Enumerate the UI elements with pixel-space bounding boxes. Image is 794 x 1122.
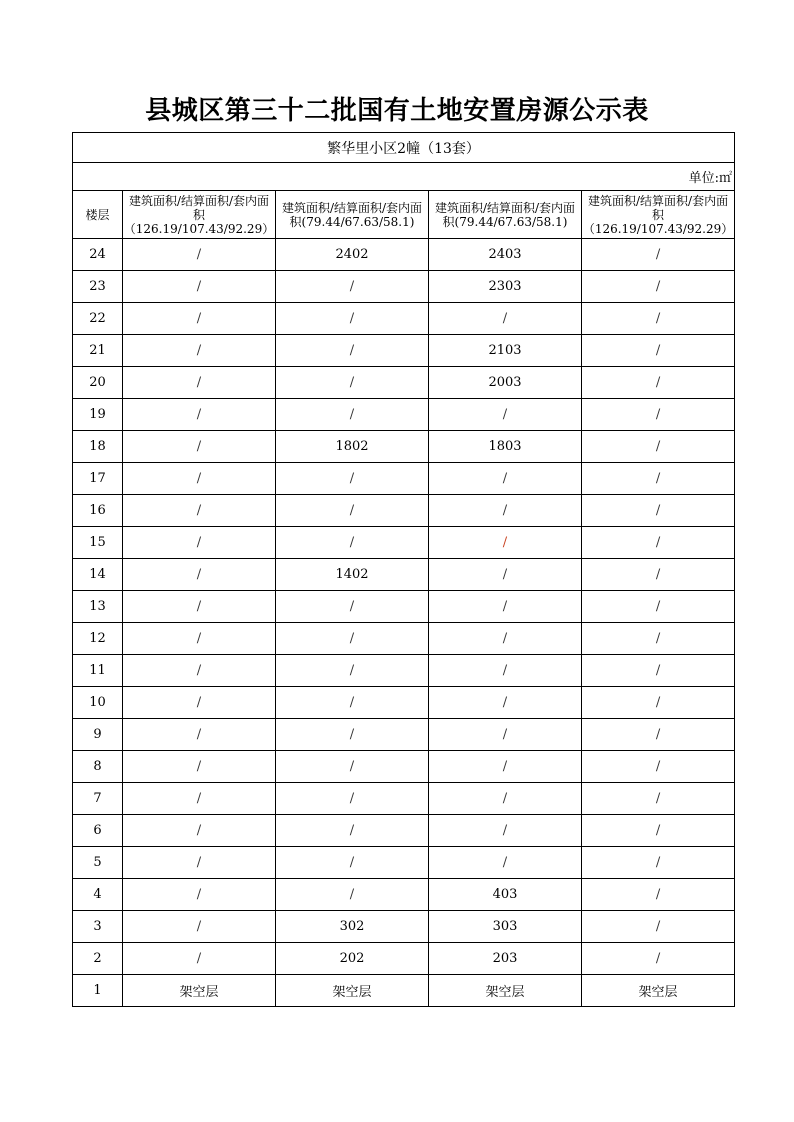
- unit-cell-col4: /: [582, 495, 735, 527]
- unit-cell-col2: 202: [276, 943, 429, 975]
- unit-cell-col2: /: [276, 495, 429, 527]
- unit-cell-col4: /: [582, 399, 735, 431]
- table-row: [73, 911, 735, 943]
- header-floor: 楼层: [73, 191, 123, 239]
- unit-cell-col2: /: [276, 367, 429, 399]
- table-row: [73, 335, 735, 367]
- table-row: [73, 591, 735, 623]
- header-col1: 建筑面积/结算面积/套内面积（126.19/107.43/92.29）: [123, 191, 276, 239]
- table-row: [73, 847, 735, 879]
- header-col3: 建筑面积/结算面积/套内面积(79.44/67.63/58.1): [429, 191, 582, 239]
- unit-cell-col4: /: [582, 847, 735, 879]
- unit-cell-col1: /: [123, 751, 276, 783]
- unit-label: 单位:㎡: [73, 163, 735, 191]
- unit-cell-col2: 2402: [276, 239, 429, 271]
- unit-cell-col4: /: [582, 239, 735, 271]
- unit-cell-col1: /: [123, 399, 276, 431]
- floor-cell: 15: [73, 527, 123, 559]
- unit-cell-col1: /: [123, 335, 276, 367]
- unit-cell-col3: /: [429, 303, 582, 335]
- unit-cell-col2: /: [276, 271, 429, 303]
- header-col2: 建筑面积/结算面积/套内面积(79.44/67.63/58.1): [276, 191, 429, 239]
- floor-cell: 7: [73, 783, 123, 815]
- floor-cell: 2: [73, 943, 123, 975]
- unit-cell-col3: /: [429, 847, 582, 879]
- table-row: [73, 975, 735, 1007]
- unit-cell-col1: /: [123, 623, 276, 655]
- table-row: [73, 495, 735, 527]
- table-row: [73, 271, 735, 303]
- unit-cell-col1: /: [123, 431, 276, 463]
- unit-cell-col1: 架空层: [123, 975, 276, 1007]
- unit-cell-col2: /: [276, 335, 429, 367]
- unit-cell-col1: /: [123, 495, 276, 527]
- floor-cell: 1: [73, 975, 123, 1007]
- unit-cell-col2: /: [276, 527, 429, 559]
- unit-cell-col1: /: [123, 463, 276, 495]
- unit-cell-col4: /: [582, 271, 735, 303]
- unit-cell-col3: 架空层: [429, 975, 582, 1007]
- floor-cell: 20: [73, 367, 123, 399]
- table-row: [73, 559, 735, 591]
- unit-cell-col2: /: [276, 591, 429, 623]
- floor-cell: 8: [73, 751, 123, 783]
- unit-cell-col4: /: [582, 879, 735, 911]
- unit-cell-col3: 2103: [429, 335, 582, 367]
- unit-cell-col1: /: [123, 239, 276, 271]
- unit-cell-col3: /: [429, 527, 582, 559]
- unit-cell-col1: /: [123, 559, 276, 591]
- floor-cell: 22: [73, 303, 123, 335]
- floor-cell: 17: [73, 463, 123, 495]
- floor-cell: 12: [73, 623, 123, 655]
- unit-cell-col3: /: [429, 719, 582, 751]
- unit-cell-col2: /: [276, 303, 429, 335]
- unit-cell-col3: 1803: [429, 431, 582, 463]
- unit-cell-col2: /: [276, 751, 429, 783]
- floor-cell: 5: [73, 847, 123, 879]
- housing-table: [72, 132, 735, 1007]
- page-title: 县城区第三十二批国有土地安置房源公示表: [145, 96, 649, 126]
- unit-cell-col4: /: [582, 719, 735, 751]
- unit-cell-col2: 302: [276, 911, 429, 943]
- floor-cell: 13: [73, 591, 123, 623]
- unit-cell-col3: 303: [429, 911, 582, 943]
- unit-cell-col4: /: [582, 367, 735, 399]
- floor-cell: 11: [73, 655, 123, 687]
- table-row: [73, 719, 735, 751]
- unit-cell-col2: /: [276, 463, 429, 495]
- floor-cell: 4: [73, 879, 123, 911]
- unit-cell-col2: /: [276, 399, 429, 431]
- floor-cell: 21: [73, 335, 123, 367]
- table-row: [73, 463, 735, 495]
- unit-cell-col2: /: [276, 815, 429, 847]
- unit-cell-col1: /: [123, 879, 276, 911]
- unit-cell-col3: 2003: [429, 367, 582, 399]
- floor-cell: 23: [73, 271, 123, 303]
- unit-cell-col4: /: [582, 623, 735, 655]
- unit-cell-col2: /: [276, 623, 429, 655]
- unit-cell-col4: /: [582, 943, 735, 975]
- unit-cell-col3: /: [429, 783, 582, 815]
- unit-cell-col3: 203: [429, 943, 582, 975]
- unit-cell-col3: /: [429, 399, 582, 431]
- unit-cell-col3: /: [429, 591, 582, 623]
- unit-cell-col4: /: [582, 655, 735, 687]
- unit-cell-col3: 2303: [429, 271, 582, 303]
- table-row: [73, 879, 735, 911]
- table-row: [73, 623, 735, 655]
- unit-cell-col1: /: [123, 943, 276, 975]
- unit-cell-col3: 2403: [429, 239, 582, 271]
- table-row: [73, 687, 735, 719]
- unit-cell-col4: /: [582, 815, 735, 847]
- unit-cell-col3: /: [429, 655, 582, 687]
- unit-cell-col4: /: [582, 559, 735, 591]
- floor-cell: 18: [73, 431, 123, 463]
- table-row: [73, 239, 735, 271]
- unit-cell-col3: /: [429, 495, 582, 527]
- unit-cell-col2: 架空层: [276, 975, 429, 1007]
- unit-cell-col1: /: [123, 527, 276, 559]
- unit-cell-col1: /: [123, 271, 276, 303]
- unit-cell-col4: /: [582, 303, 735, 335]
- unit-cell-col4: /: [582, 527, 735, 559]
- unit-cell-col4: /: [582, 783, 735, 815]
- unit-cell-col2: 1402: [276, 559, 429, 591]
- unit-cell-col1: /: [123, 783, 276, 815]
- unit-cell-col4: /: [582, 751, 735, 783]
- table-row: [73, 751, 735, 783]
- table-row: [73, 367, 735, 399]
- floor-cell: 3: [73, 911, 123, 943]
- floor-cell: 16: [73, 495, 123, 527]
- table-row: [73, 431, 735, 463]
- unit-cell-col4: /: [582, 591, 735, 623]
- unit-cell-col1: /: [123, 591, 276, 623]
- unit-cell-col3: /: [429, 687, 582, 719]
- unit-cell-col2: /: [276, 783, 429, 815]
- floor-cell: 14: [73, 559, 123, 591]
- unit-cell-col2: 1802: [276, 431, 429, 463]
- floor-cell: 9: [73, 719, 123, 751]
- unit-cell-col1: /: [123, 719, 276, 751]
- unit-cell-col2: /: [276, 879, 429, 911]
- table-row: [73, 815, 735, 847]
- floor-cell: 19: [73, 399, 123, 431]
- unit-cell-col4: /: [582, 687, 735, 719]
- table-row: [73, 399, 735, 431]
- header-col4: 建筑面积/结算面积/套内面积（126.19/107.43/92.29）: [582, 191, 735, 239]
- unit-cell-col3: /: [429, 815, 582, 847]
- unit-cell-col1: /: [123, 847, 276, 879]
- unit-cell-col2: /: [276, 847, 429, 879]
- unit-cell-col3: /: [429, 559, 582, 591]
- unit-cell-col1: /: [123, 815, 276, 847]
- unit-cell-col3: /: [429, 623, 582, 655]
- table-row: [73, 527, 735, 559]
- floor-cell: 24: [73, 239, 123, 271]
- unit-cell-col1: /: [123, 911, 276, 943]
- unit-cell-col2: /: [276, 655, 429, 687]
- unit-cell-col4: /: [582, 335, 735, 367]
- unit-cell-col3: 403: [429, 879, 582, 911]
- table-row: [73, 303, 735, 335]
- table-row: [73, 943, 735, 975]
- table-row: [73, 783, 735, 815]
- unit-cell-col1: /: [123, 655, 276, 687]
- unit-cell-col1: /: [123, 687, 276, 719]
- unit-cell-col4: /: [582, 431, 735, 463]
- floor-cell: 10: [73, 687, 123, 719]
- unit-cell-col4: 架空层: [582, 975, 735, 1007]
- floor-cell: 6: [73, 815, 123, 847]
- unit-cell-col1: /: [123, 303, 276, 335]
- unit-cell-col3: /: [429, 751, 582, 783]
- unit-cell-col2: /: [276, 687, 429, 719]
- header-row: [73, 191, 735, 239]
- unit-cell-col4: /: [582, 463, 735, 495]
- unit-cell-col3: /: [429, 463, 582, 495]
- unit-cell-col2: /: [276, 719, 429, 751]
- table-row: [73, 655, 735, 687]
- unit-cell-col1: /: [123, 367, 276, 399]
- block-name: 繁华里小区2幢（13套）: [73, 133, 735, 163]
- unit-cell-col4: /: [582, 911, 735, 943]
